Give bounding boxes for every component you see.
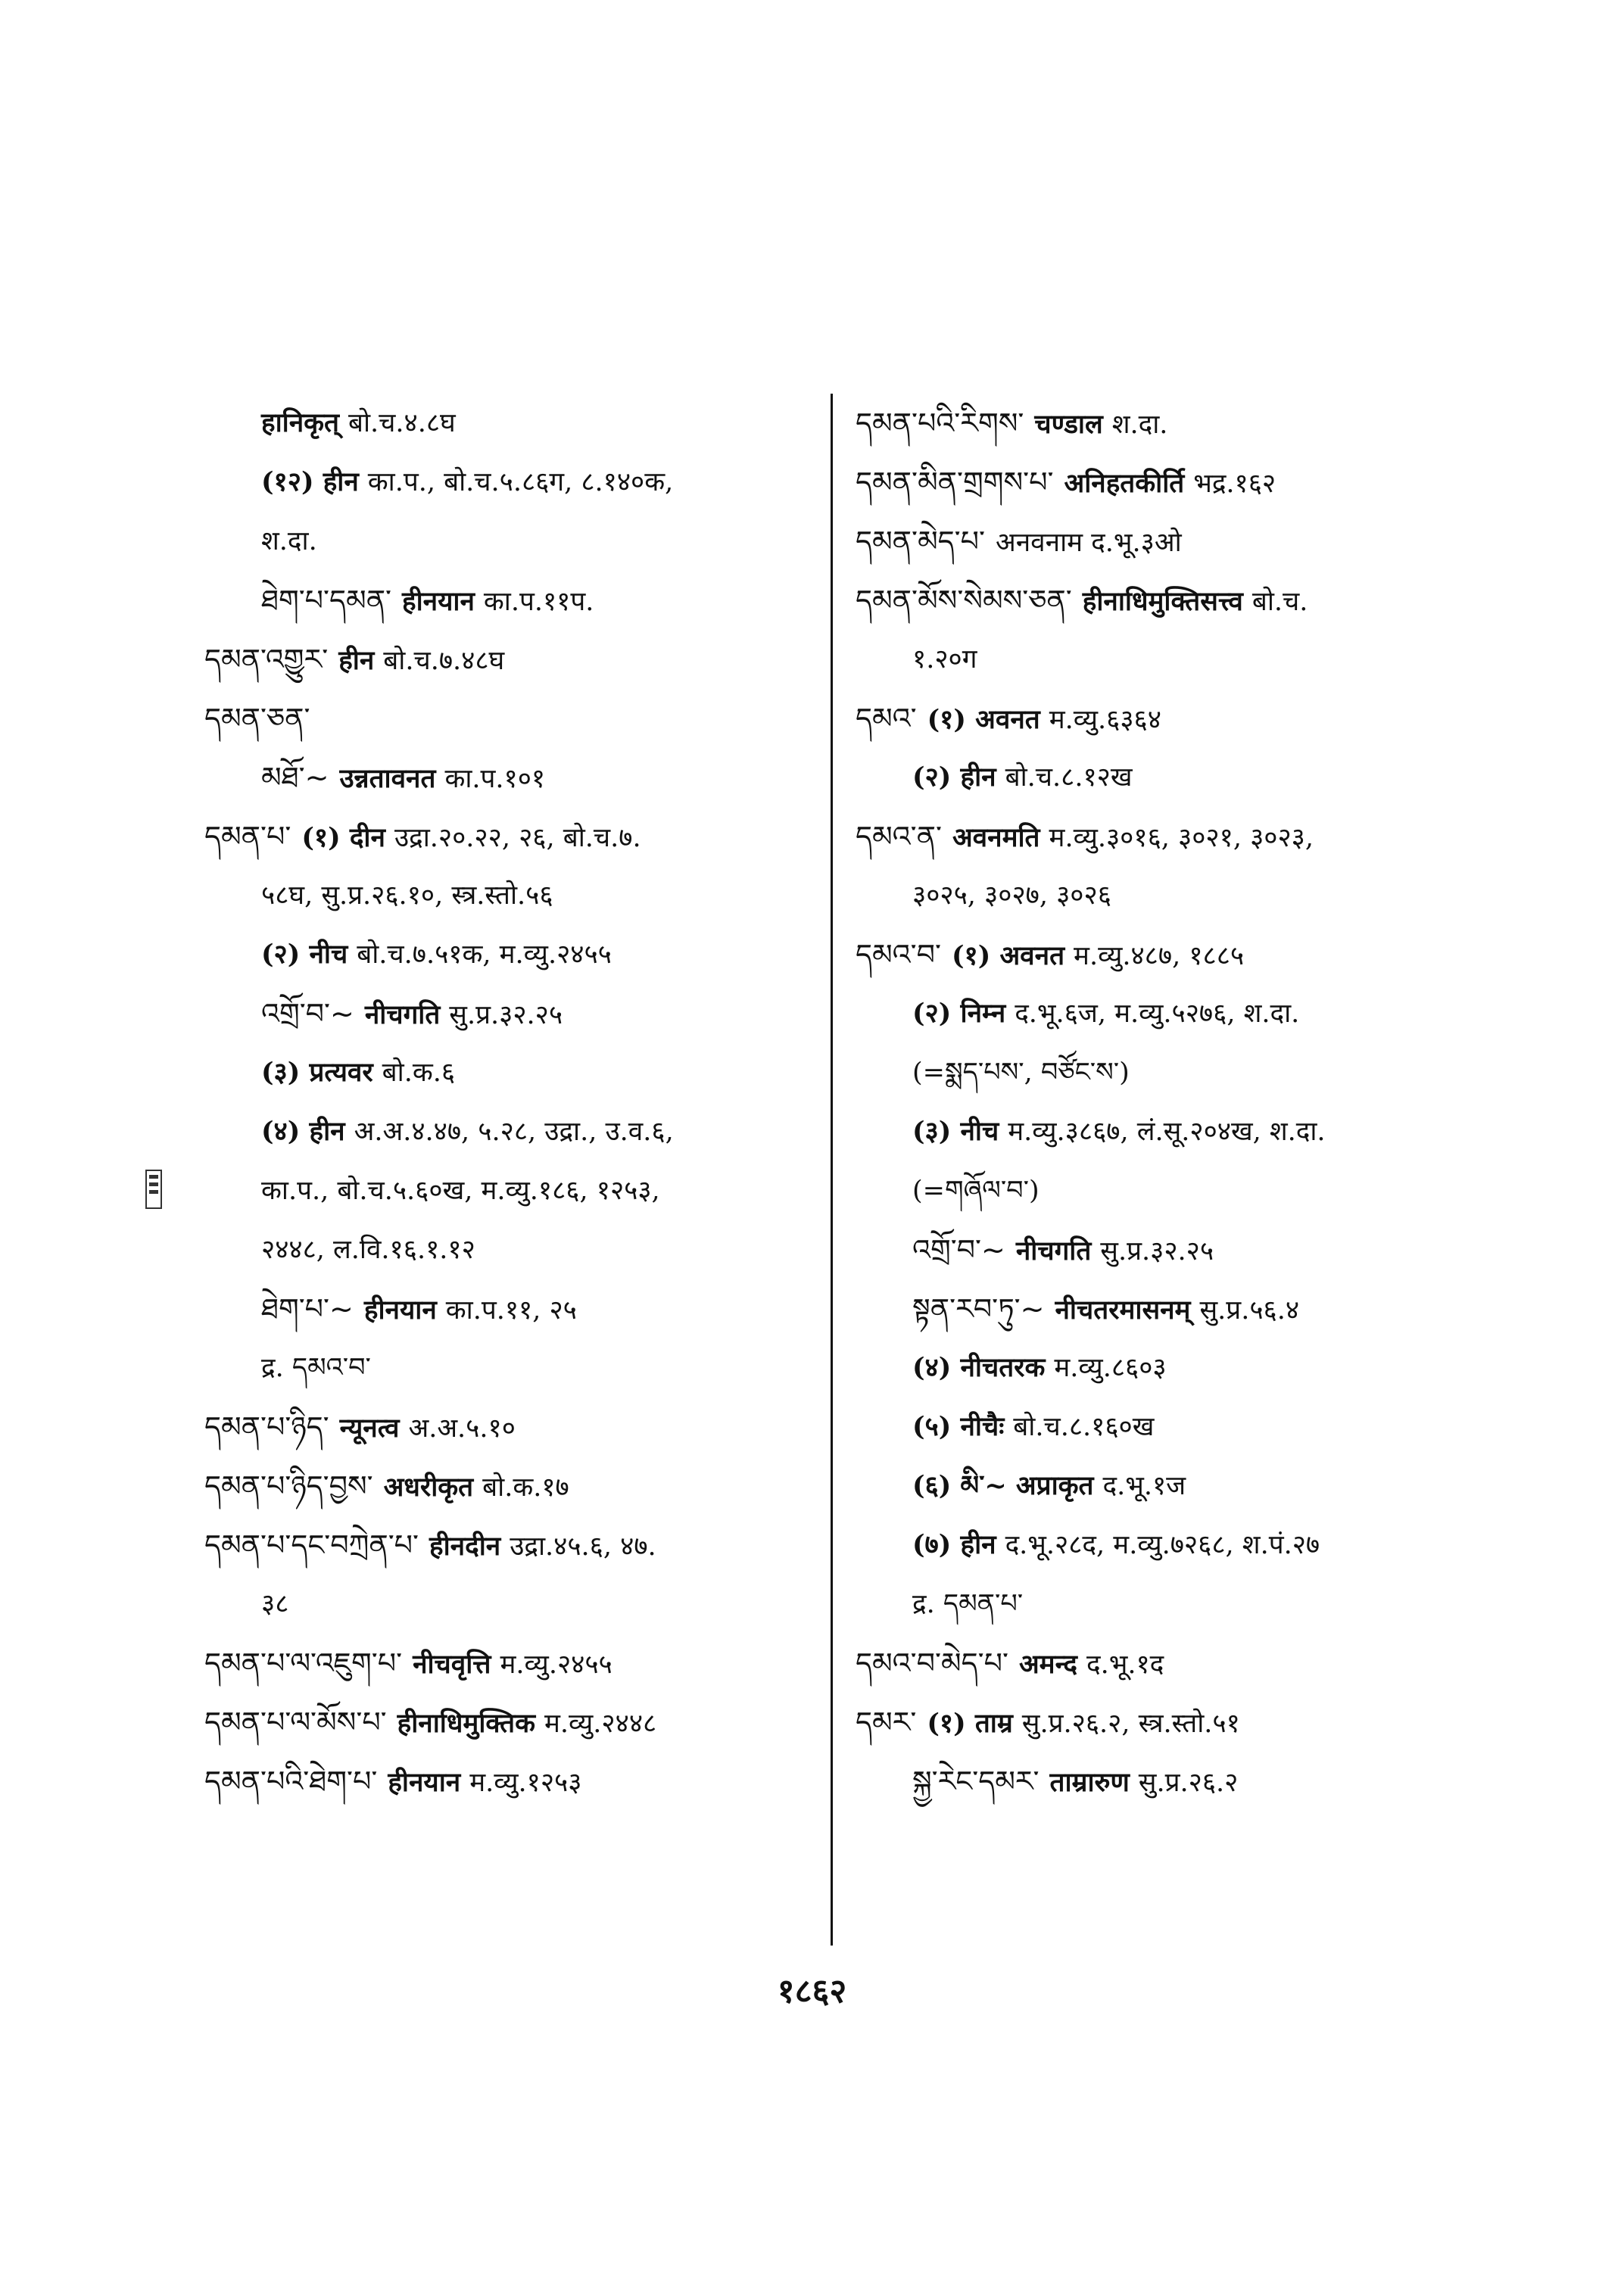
tibetan-headword: དམར་ [856, 1706, 917, 1739]
dictionary-entry-line [856, 1397, 1476, 1456]
reference-citation: (=སྨད་པས་, བཙོང་ས་) [912, 1058, 1130, 1088]
sanskrit-equivalent: (२) हीन [912, 762, 996, 793]
tibetan-headword: དམན་པ་ལ་འཇུག་པ་ [204, 1647, 403, 1680]
reference-citation: श.दा. [1111, 410, 1168, 440]
reference-citation: सु.प्र.५६.४ [1199, 1295, 1300, 1326]
tibetan-headword: དམན་པའི་ཐེག་པ་ [204, 1765, 378, 1798]
reference-citation: ५८घ, सु.प्र.२६.१०, स्त्र.स्तो.५६ [261, 880, 553, 911]
tibetan-headword: སྟན་རབ་ཏུ་~ [912, 1292, 1045, 1326]
dictionary-entry-line [204, 1397, 810, 1456]
sanskrit-equivalent: अवनमति [952, 822, 1040, 853]
dictionary-entry-line [204, 1161, 810, 1220]
dictionary-entry-line [856, 1693, 1476, 1752]
dictionary-entry-line [204, 1338, 810, 1397]
reference-citation: द.भू.१ज [1102, 1471, 1186, 1501]
tibetan-headword: དམན་པའི་རིགས་ [856, 407, 1024, 440]
tibetan-headword: དམན་པ་དང་བཀྲེན་པ་ [204, 1528, 419, 1562]
sanskrit-equivalent: अधरीकृत [383, 1472, 474, 1503]
reference-citation: द.भू.१द [1086, 1650, 1164, 1680]
sanskrit-equivalent: हानिकृत् [261, 407, 339, 438]
dictionary-entry-line [204, 925, 810, 984]
sanskrit-equivalent: (५) नीचैः [912, 1411, 1005, 1442]
tibetan-headword: ཐེག་པ་~ [261, 1292, 354, 1326]
dictionary-entry-line [856, 984, 1476, 1043]
sanskrit-equivalent: (६) མི་~ अप्राकृत [912, 1470, 1094, 1501]
tibetan-headword: དམན་མེད་པ་ [856, 525, 986, 558]
reference-citation: का.प.११, २५ [445, 1295, 577, 1326]
tibetan-headword: དམའ་ན་ [856, 820, 942, 853]
reference-citation: सु.प्र.२६.२ [1138, 1768, 1239, 1798]
reference-citation: द्र. དམའ་བ་ [261, 1353, 371, 1383]
sanskrit-equivalent: हीनयान [402, 586, 475, 617]
dictionary-entry-line [204, 748, 810, 807]
sanskrit-equivalent: हीनाधिमुक्तिक [397, 1708, 535, 1739]
reference-citation: बो.च.४.८घ [348, 408, 456, 438]
sanskrit-equivalent: न्यूनत्व [339, 1413, 400, 1444]
sanskrit-equivalent: हीनयान [363, 1294, 437, 1326]
dictionary-entry-line [856, 1161, 1476, 1220]
reference-citation: बो.च.७.४८घ [383, 646, 505, 676]
dictionary-entry-line [856, 630, 1476, 689]
dictionary-entry-line [204, 1279, 810, 1338]
sanskrit-equivalent: (१) दीन [301, 822, 385, 853]
dictionary-entry-line [856, 1043, 1476, 1102]
dictionary-entry-line [856, 1456, 1476, 1516]
reference-citation: म.व्यु.६३६४ [1049, 705, 1161, 735]
sanskrit-equivalent: (४) हीन [261, 1116, 345, 1147]
sanskrit-equivalent: (२) नीच [261, 939, 348, 970]
reference-citation: का.प., बो.च.५.६०ख, म.व्यु.१८६, १२५३, [261, 1176, 660, 1206]
tibetan-headword: དམན་མོས་སེམས་ཅན་ [856, 584, 1072, 617]
dictionary-entry-line [204, 689, 810, 748]
dictionary-entry-line [856, 689, 1476, 748]
reference-citation: उद्रा.२०.२२, २६, बो.च.७. [394, 823, 641, 853]
tibetan-headword: དམན་པ་ཉིད་ [204, 1410, 329, 1444]
reference-citation: म.व्यु.३८६७, लं.सू.२०४ख, श.दा. [1008, 1117, 1326, 1147]
tibetan-headword: ཐེག་པ་དམན་ [261, 584, 392, 617]
sanskrit-equivalent: हीनाधिमुक्तिसत्त्व [1082, 586, 1243, 617]
left-column [204, 394, 810, 1811]
tibetan-headword: མཐོ་~ [261, 761, 329, 794]
dictionary-entry-line [856, 512, 1476, 571]
dictionary-entry-line [856, 453, 1476, 512]
reference-citation: म.व्यु.२४५५ [500, 1650, 613, 1680]
reference-citation: द.भू.६ज, म.व्यु.५२७६, श.दा. [1015, 999, 1300, 1029]
sanskrit-equivalent: अनिहतकीर्ति [1064, 468, 1185, 499]
sanskrit-equivalent: (१) ताम्र [927, 1708, 1013, 1739]
sanskrit-equivalent: हीनयान [388, 1767, 461, 1798]
dictionary-entry-line [204, 1693, 810, 1752]
reference-citation: भद्र.१६२ [1193, 469, 1276, 499]
dictionary-entry-line [204, 866, 810, 925]
reference-citation: बो.च. [1252, 587, 1308, 617]
sanskrit-equivalent: (१) अवनत [927, 704, 1040, 735]
sanskrit-equivalent: नीचतरमासनम् [1055, 1294, 1191, 1326]
dictionary-entry-line [856, 1102, 1476, 1161]
sanskrit-equivalent: नीचवृत्ति [413, 1649, 491, 1680]
reference-citation: श.दा. [261, 526, 317, 556]
dictionary-entry-line [204, 1220, 810, 1279]
sanskrit-equivalent: (१) अवनत [951, 940, 1065, 971]
tibetan-headword: འགྲོ་བ་~ [912, 1233, 1005, 1266]
sanskrit-equivalent: ताम्रारुण [1049, 1767, 1130, 1798]
reference-citation: ३८ [261, 1589, 289, 1619]
reference-citation: सु.प्र.२६.२, स्त्र.स्तो.५१ [1021, 1709, 1240, 1739]
reference-citation: बो.क.६ [382, 1058, 456, 1088]
dictionary-entry-line [856, 925, 1476, 984]
reference-citation: बो.च.८.१२ख [1005, 762, 1133, 793]
tibetan-headword: དམན་པ་ལ་མོས་པ་ [204, 1706, 387, 1739]
reference-citation: म.व्यु.२४४८ [544, 1709, 657, 1739]
tibetan-headword: དམན་པ་ཉིད་བྱས་ [204, 1469, 373, 1503]
dictionary-entry-line [856, 807, 1476, 866]
reference-citation: द्र. དམན་པ་ [912, 1589, 1024, 1619]
dictionary-entry-line [204, 453, 810, 512]
dictionary-entry-line [856, 866, 1476, 925]
dictionary-entry-line [204, 1752, 810, 1811]
dictionary-entry-line [204, 1516, 810, 1575]
dictionary-entry-line [204, 630, 810, 689]
dictionary-entry-line [204, 1102, 810, 1161]
reference-citation: बो.च.८.१६०ख [1013, 1412, 1155, 1442]
dictionary-entry-line [204, 571, 810, 630]
dictionary-entry-line [204, 807, 810, 866]
sanskrit-equivalent: (३) प्रत्यवर [261, 1057, 373, 1088]
reference-citation: अनवनाम द.भू.३ओ [996, 528, 1182, 558]
sanskrit-equivalent: नीचगति [364, 999, 441, 1030]
reference-citation: का.प.११प. [483, 587, 594, 617]
sanskrit-equivalent: अमन्द [1018, 1649, 1078, 1680]
reference-citation: बो.क.१७ [482, 1472, 569, 1503]
sanskrit-equivalent: चण्डाल [1034, 409, 1103, 440]
reference-citation: द.भू.२८द, म.व्यु.७२६८, श.पं.२७ [1005, 1530, 1320, 1560]
tibetan-headword: དམའ་བ་ [856, 938, 941, 971]
column-divider [831, 394, 833, 1946]
reference-citation: अ.अ.४.४७, ५.२८, उद्रा., उ.व.६, [354, 1117, 674, 1147]
tibetan-headword: དམན་འགྱུར་ [204, 643, 329, 676]
reference-citation: म.व्यु.३०१६, ३०२१, ३०२३, [1049, 823, 1314, 853]
tibetan-headword: དམའ་བ་མེད་པ་ [856, 1647, 1008, 1680]
reference-citation: सु.प्र.३२.२५ [1100, 1236, 1214, 1266]
tibetan-headword: དམན་མིན་གྲགས་པ་ [856, 466, 1054, 499]
sanskrit-equivalent: नीचगति [1015, 1235, 1092, 1266]
dictionary-entry-line [856, 1634, 1476, 1693]
reference-citation: २४४८, ल.वि.१६.१.१२ [261, 1235, 475, 1265]
dictionary-entry-line [856, 1220, 1476, 1279]
page-number: १८६२ [777, 1972, 847, 2011]
sanskrit-equivalent: हीनदीन [429, 1531, 501, 1562]
margin-marker-icon [145, 1170, 162, 1209]
sanskrit-equivalent: (७) हीन [912, 1529, 996, 1560]
dictionary-entry-line [204, 1043, 810, 1102]
reference-citation: बो.च.७.५१क, म.व्यु.२४५५ [357, 939, 612, 970]
reference-citation: म.व्यु.८६०३ [1054, 1353, 1167, 1383]
dictionary-entry-line [856, 1516, 1476, 1575]
dictionary-entry-line [204, 1634, 810, 1693]
sanskrit-equivalent: (२) निम्न [912, 998, 1006, 1029]
dictionary-entry-line [204, 1575, 810, 1634]
tibetan-headword: འགྲོ་བ་~ [261, 997, 354, 1030]
sanskrit-equivalent: (४) नीचतरक [912, 1352, 1046, 1383]
reference-citation: अ.अ.५.१० [408, 1413, 516, 1444]
tibetan-headword: དམན་ཅན་ [204, 702, 310, 735]
reference-citation: सु.प्र.३२.२५ [449, 1000, 563, 1030]
reference-citation: का.प.१०१ [444, 764, 546, 794]
reference-citation: का.प., बो.च.५.८६ग, ८.१४०क, [367, 467, 674, 497]
dictionary-entry-line [204, 1456, 810, 1516]
reference-citation: १.२०ग [912, 644, 977, 675]
reference-citation: उद्रा.४५.६, ४७. [510, 1531, 656, 1562]
dictionary-entry-line [204, 394, 810, 453]
dictionary-entry-line [204, 984, 810, 1043]
tibetan-headword: དམན་པ་ [204, 820, 291, 853]
dictionary-entry-line [856, 1338, 1476, 1397]
reference-citation: म.व्यु.४८७, १८८५ [1074, 941, 1245, 971]
sanskrit-equivalent: हीन [338, 645, 375, 676]
reference-citation: ३०२५, ३०२७, ३०२६ [912, 880, 1111, 911]
reference-citation: म.व्यु.१२५३ [469, 1768, 582, 1798]
reference-citation: (=གཞོལ་བ་) [912, 1176, 1040, 1206]
dictionary-entry-line [204, 512, 810, 571]
dictionary-entry-line [856, 748, 1476, 807]
tibetan-headword: དམའ་ [856, 702, 917, 735]
dictionary-entry-line [856, 571, 1476, 630]
right-column [856, 394, 1476, 1811]
sanskrit-equivalent: (१२) हीन [261, 466, 359, 497]
sanskrit-equivalent: उन्नतावनत [339, 763, 436, 794]
dictionary-entry-line [856, 394, 1476, 453]
sanskrit-equivalent: (३) नीच [912, 1116, 999, 1147]
tibetan-headword: སྐྱ་རེང་དམར་ [912, 1765, 1040, 1798]
dictionary-entry-line [856, 1575, 1476, 1634]
dictionary-entry-line [856, 1752, 1476, 1811]
dictionary-entry-line [856, 1279, 1476, 1338]
